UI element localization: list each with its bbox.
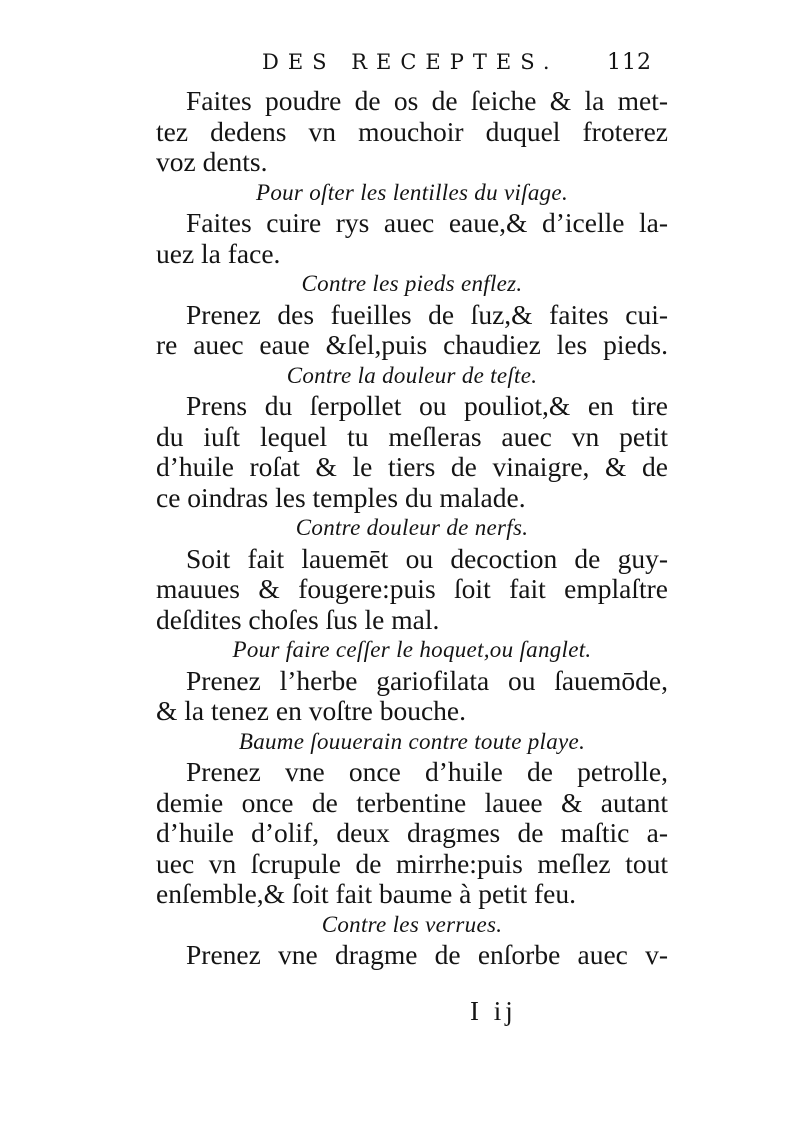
text-line: deſdites choſes ſus le mal.	[156, 603, 440, 635]
running-head: DES RECEPTES.	[262, 50, 559, 74]
text-line: mauues & fougere:puis ſoit fait emplaſtre	[156, 573, 668, 604]
section-heading: Contre les pieds enflez.	[301, 271, 523, 296]
text-line: Prens du ſerpollet ou pouliot,& en tire	[186, 390, 668, 421]
page-header	[262, 50, 652, 80]
text-line: Soit fait lauemēt ou decoction de guy-	[186, 542, 668, 574]
text-line: demie once de terbentine lauee & autant	[156, 786, 668, 818]
text-line: re auec eaue &ſel,puis chaudiez les pieds.	[156, 329, 668, 360]
section-heading: Contre douleur de nerfs.	[295, 515, 529, 540]
text-line: enſemble,& ſoit fait baume à petit feu.	[156, 878, 576, 909]
text-line: Faites poudre de os de ſeiche & la met-	[186, 85, 668, 116]
text-line: d’huile roſat & le tiers de vinaigre, & de	[156, 451, 668, 482]
text-line: uec vn ſcrupule de mirrhe:puis meſlez tout	[156, 847, 668, 879]
text-line: ce oindras les temples du malade.	[156, 481, 526, 513]
text-line: Prenez l’herbe gariofilata ou ſauemōde,	[186, 664, 668, 696]
text-line: & la tenez en voſtre bouche.	[156, 695, 467, 726]
text-line: Faites cuire rys auec eaue,& d’icelle la-	[186, 207, 668, 238]
text-line: Prenez vne dragme de enſorbe auec v-	[186, 939, 668, 970]
page-number: 112	[607, 50, 652, 75]
text-line: voz dents.	[156, 146, 268, 177]
text-line: tez dedens vn mouchoir duquel froterez	[156, 115, 668, 147]
section-heading: Contre les verrues.	[321, 911, 503, 937]
section-heading: Pour oſter les lentilles du viſage.	[255, 179, 568, 205]
text-block	[156, 86, 668, 971]
section-heading: Contre la douleur de teſte.	[286, 362, 538, 388]
text-line: uez la face.	[156, 237, 281, 269]
text-line: Prenez des fueilles de ſuz,& faites cui-	[186, 298, 668, 330]
signature-mark: I ij	[470, 996, 517, 1026]
section-heading: Baume ſouuerain contre toute playe.	[238, 728, 586, 754]
section-heading: Pour faire ceſſer le hoquet,ou ſanglet.	[232, 637, 592, 662]
text-line: Prenez vne once d’huile de petrolle,	[186, 756, 668, 787]
text-line: d’huile d’olif, deux dragmes de maſtic a-	[156, 817, 668, 848]
text-line: du iuſt lequel tu meſleras auec vn petit	[156, 420, 668, 452]
